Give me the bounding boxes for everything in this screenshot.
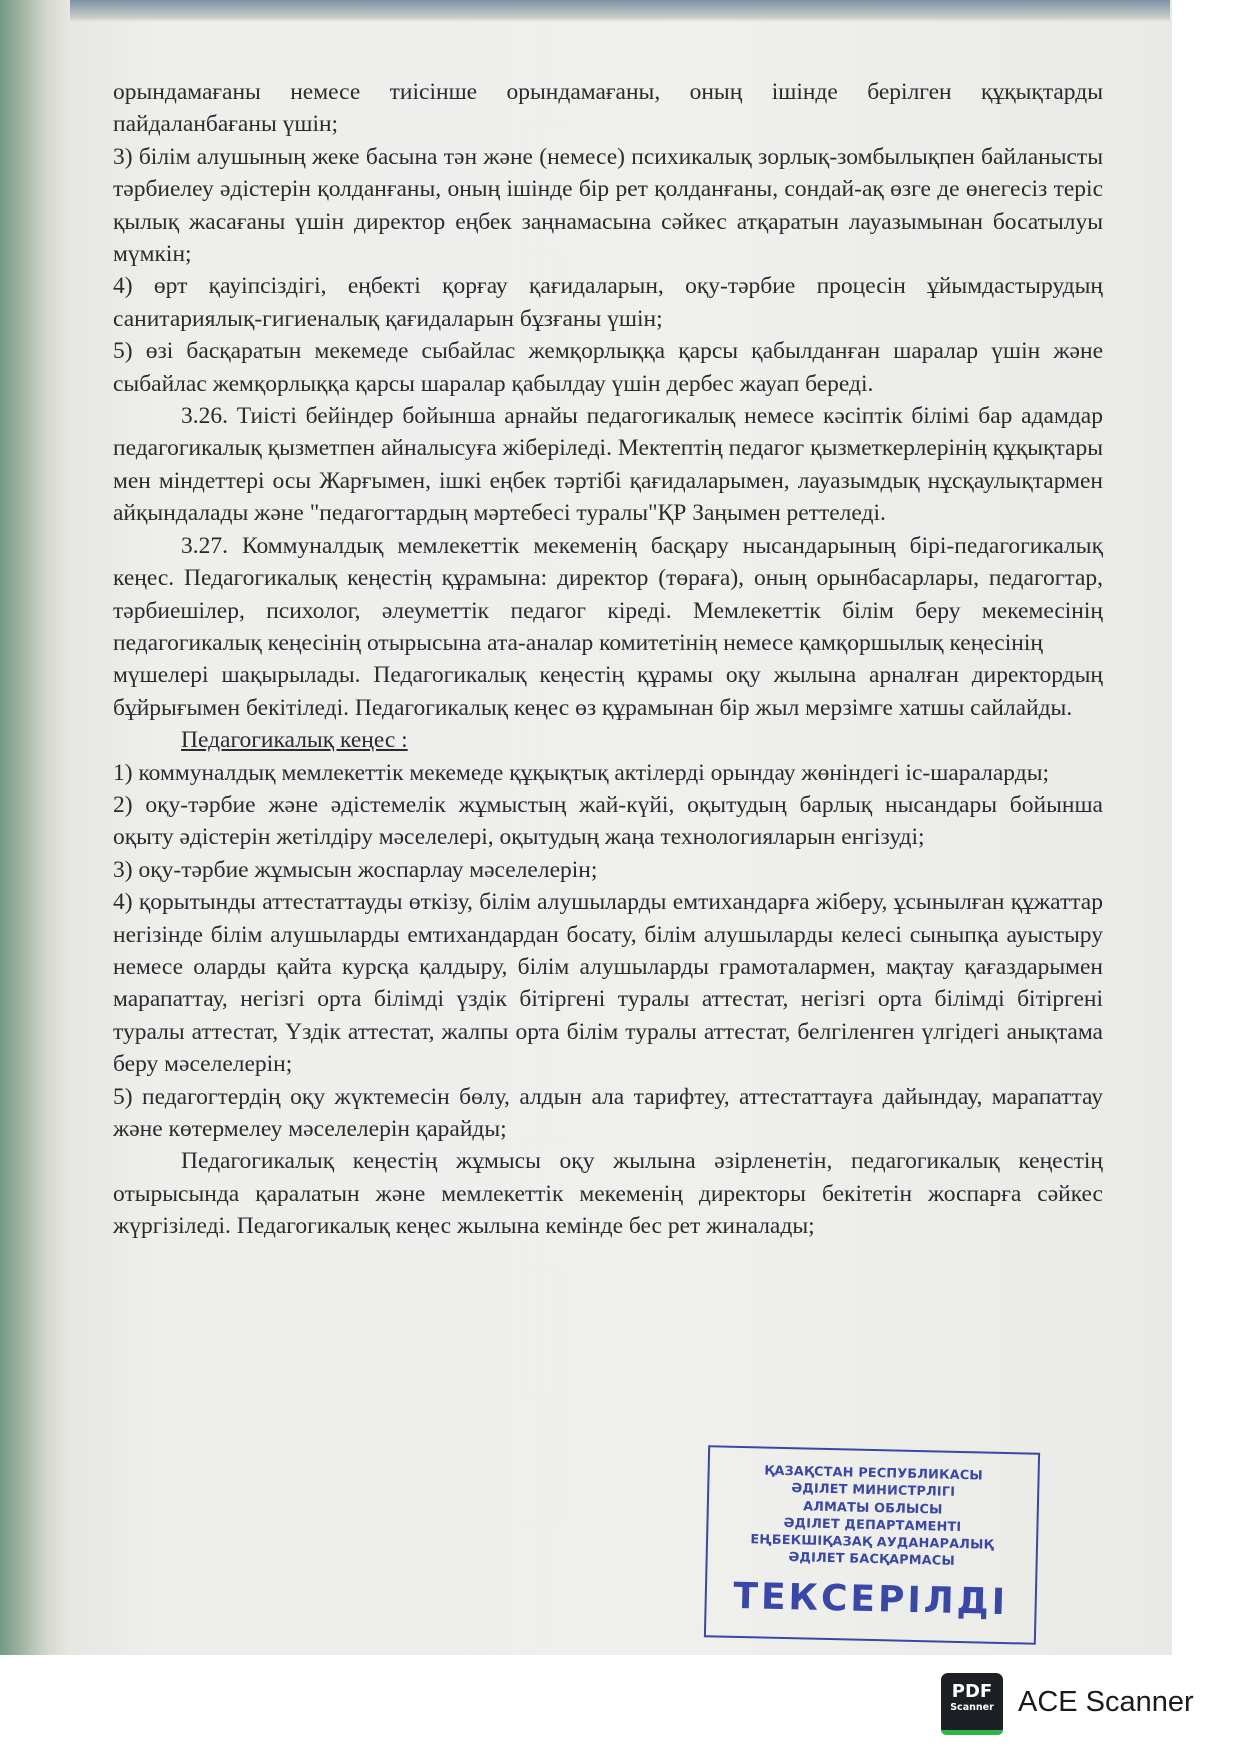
section-heading-text: Педагогикалық кеңес : xyxy=(181,727,408,754)
logo-text-scanner: Scanner xyxy=(950,1702,994,1713)
document-body xyxy=(113,76,1103,1243)
stamp-line: АЛМАТЫ ОБЛЫСЫ xyxy=(802,1499,943,1518)
paragraph: 3) оқу-тәрбие жұмысын жоспарлау мәселелерін; xyxy=(113,856,598,883)
paragraph: 5) өзі басқаратын мекемеде сыбайлас жемқорлыққа қарсы қабылданған шаралар үшін және сыбайлас жемқорлыққа қарсы шаралар қабылдау үшін дербес жауап береді. xyxy=(113,338,1103,397)
pdf-scanner-logo-icon xyxy=(941,1673,1003,1735)
stamp-line: ӘДІЛЕТ БАСҚАРМАСЫ xyxy=(788,1550,956,1570)
paragraph: Педагогикалық кеңестің жұмысы оқу жылына әзірленетін, педагогикалық кеңестің отырысында қаралатын және мемлекеттік мекеменің директоры бекітетін жоспарға сәйкес жүргізіледі. Педагогикалық кеңес жылына кемінде бес рет жиналады; xyxy=(113,1148,1103,1240)
paragraph: 3) білім алушының жеке басына тән және (немесе) психикалық зорлық-зомбылықпен байланысты тәрбиелеу әдістерін қолданғаны, оның ішінде бір рет қолданғаны, сондай-ақ өзге де өнегесіз теріс қылық жасағаны үшін директор еңбек заңнамасына сәйкес атқаратын лауазымынан босатылуы мүмкін; xyxy=(113,143,1103,268)
logo-text-pdf: PDF xyxy=(951,1681,993,1702)
stamp-line: ӘДІЛЕТ ДЕПАРТАМЕНТІ xyxy=(783,1515,962,1535)
stamp-line: ҚАЗАҚСТАН РЕСПУБЛИКАСЫ xyxy=(764,1463,984,1484)
book-edge xyxy=(0,0,70,1655)
paragraph: 5) педагогтердің оқу жүктемесін бөлу, алдын ала тарифтеу, аттестаттауға дайындау, марапаттау және көтермелеу мәселелерін қарайды; xyxy=(113,1083,1103,1142)
paragraph: 2) оқу-тәрбие және әдістемелік жұмыстың жай-күйі, оқытудың барлық нысандары бойынша оқыту әдістерін жетілдіру мәселелері, оқытудың жаңа технологияларын енгізуді; xyxy=(113,791,1103,851)
verification-stamp xyxy=(704,1445,1040,1644)
paragraph: 4) өрт қауіпсіздігі, еңбекті қорғау қағидаларын, оқу-тәрбие процесін ұйымдастырудың санитариялық-гигиеналық қағидаларын бұзғаны үшін; xyxy=(113,273,1103,332)
paragraph: 3.26. Тиісті бейіндер бойынша арнайы педагогикалық немесе кәсіптік білімі бар адамдар педагогикалық қызметпен айналысуға жіберіледі. Мектептің педагог қызметкерлерінің құқықтары мен міндеттері осы Жарғымен, ішкі еңбек тәртібі қағидаларымен, лауазымдық нұсқаулықтармен айқындалады және "педагогтардың мәртебесі туралы"ҚР Заңымен реттеледі. xyxy=(113,403,1103,527)
paragraph: 4) қорытынды аттестаттауды өткізу, білім алушыларды емтихандарға жіберу, ұсынылған құжаттар негізінде білім алушыларды емтихандардан босату, білім алушыларды келесі сыныпқа ауыстыру немесе оларды қайта курсқа қалдыру, білім алушыларды грамоталармен, мақтау қағаздарымен марапаттау, негізгі орта білімді үздік бітіргені туралы аттестат, негізгі орта білімді бітіргені туралы аттестат, Үздік аттестат, жалпы орта білім туралы аттестат, белгіленген үлгідегі анықтама беру мәселелерін; xyxy=(113,889,1103,1078)
stamp-line: ЕҢБЕКШІҚАЗАҚ АУДАНАРАЛЫҚ xyxy=(750,1532,994,1553)
stamp-line: ӘДІЛЕТ МИНИСТРЛІГІ xyxy=(791,1481,956,1501)
page-top-shadow xyxy=(70,0,1170,22)
logo-accent-bar xyxy=(941,1730,1003,1735)
paragraph: 3.27. Коммуналдық мемлекеттік мекеменің басқару нысандарының бірі-педагогикалық кеңес. Педагогикалық кеңестің құрамына: директор (төраға), оның орынбасарлары, педагогтар, тәрбиешілер, психолог, әлеуметтік педагог кіреді. Мемлекеттік білім беру мекемесінің педагогикалық кеңесінің отырысына ата-аналар комитетінің немесе қамқоршылық кеңесінің xyxy=(113,532,1103,656)
paragraph: мүшелері шақырылады. Педагогикалық кеңестің құрамы оқу жылына арналған директордың бұйрығымен бекітіледі. Педагогикалық кеңес өз құрамынан бір жыл мерзімге хатшы сайлайды. xyxy=(113,662,1103,721)
paragraph: 1) коммуналдық мемлекеттік мекемеде құқықтық актілерді орындау жөніндегі іс-шараларды; xyxy=(113,759,1050,786)
paragraph: орындамағаны немесе тиісінше орындамағаны, оның ішінде берілген құқықтарды пайдаланбағаны үшін; xyxy=(113,79,1103,138)
stamp-verified-text: ТЕКСЕРІЛДІ xyxy=(732,1575,1009,1623)
app-brand-name: ACE Scanner xyxy=(1018,1686,1194,1718)
section-heading xyxy=(113,724,1103,756)
